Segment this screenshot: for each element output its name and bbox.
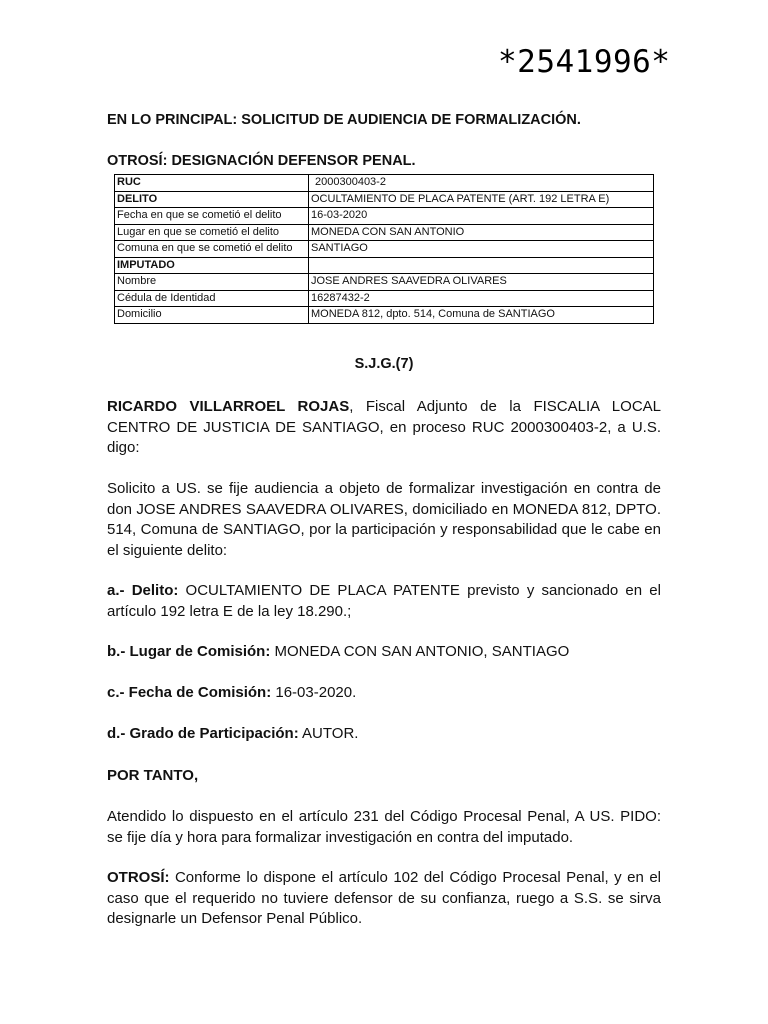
prosecutor-name: RICARDO VILLARROEL ROJAS: [107, 398, 350, 415]
item-delito: [107, 581, 661, 622]
lugar-label: Lugar en que se cometió el delito: [115, 224, 309, 241]
fecha-label: Fecha en que se cometió el delito: [115, 208, 309, 225]
cedula-value: 16287432-2: [309, 290, 654, 307]
table-row: [115, 224, 654, 241]
comuna-value: SANTIAGO: [309, 241, 654, 258]
table-row: [115, 191, 654, 208]
court-name: S.J.G.(7): [354, 356, 414, 372]
item-fecha: [107, 683, 661, 704]
item-b-label: b.- Lugar de Comisión:: [107, 643, 271, 660]
fecha-value: 16-03-2020: [309, 208, 654, 225]
nombre-value: JOSE ANDRES SAAVEDRA OLIVARES: [309, 274, 654, 291]
lugar-value: MONEDA CON SAN ANTONIO: [309, 224, 654, 241]
por-tanto: POR TANTO,: [107, 767, 199, 784]
item-a-text: OCULTAMIENTO DE PLACA PATENTE previsto y sancionado en el artículo 192 letra E de la ley 18.290.;: [107, 582, 661, 620]
cedula-label: Cédula de Identidad: [115, 290, 309, 307]
table-row: [115, 274, 654, 291]
table-row: [115, 175, 654, 192]
request-paragraph: Solicito a US. se fije audiencia a objeto de formalizar investigación en contra de don JOSE ANDRES SAAVEDRA OLIVARES, domiciliado en MONEDA 812, DPTO. 514, Comuna de SANTIAGO, por la participación y responsabilidad que le cabe en el siguiente delito:: [107, 480, 661, 559]
case-table: [114, 174, 654, 324]
otrosi-paragraph: [107, 868, 661, 930]
document-number: *2541996*: [498, 44, 671, 80]
item-lugar: [107, 642, 661, 663]
table-row: [115, 290, 654, 307]
ruc-label: RUC: [115, 175, 309, 192]
comuna-label: Comuna en que se cometió el delito: [115, 241, 309, 258]
delito-value: OCULTAMIENTO DE PLACA PATENTE (ART. 192 LETRA E): [309, 191, 654, 208]
item-d-label: d.- Grado de Participación:: [107, 725, 299, 742]
table-row: [115, 208, 654, 225]
intro-paragraph: [107, 397, 661, 459]
table-row: [115, 241, 654, 258]
otrosi-text: Conforme lo dispone el artículo 102 del Código Procesal Penal, y en el caso que el requerido no tuviere defensor de su confianza, ruego a S.S. se sirva designarle un Defensor Penal Público.: [107, 869, 661, 927]
nombre-label: Nombre: [115, 274, 309, 291]
imputado-value: [309, 257, 654, 274]
item-grado: [107, 724, 661, 745]
item-c-text: 16-03-2020.: [271, 684, 357, 701]
domicilio-value: MONEDA 812, dpto. 514, Comuna de SANTIAGO: [309, 307, 654, 324]
ruc-value: 2000300403-2: [309, 175, 654, 192]
item-b-text: MONEDA CON SAN ANTONIO, SANTIAGO: [270, 643, 570, 660]
domicilio-label: Domicilio: [115, 307, 309, 324]
heading-otrosi: OTROSÍ: DESIGNACIÓN DEFENSOR PENAL.: [107, 153, 416, 169]
delito-label: DELITO: [115, 191, 309, 208]
item-d-text: AUTOR.: [298, 725, 359, 742]
item-c-label: c.- Fecha de Comisión:: [107, 684, 272, 701]
otrosi-label: OTROSÍ:: [107, 869, 170, 886]
petition-paragraph: Atendido lo dispuesto en el artículo 231 del Código Procesal Penal, A US. PIDO: se fije día y hora para formalizar investigación en contra del imputado.: [107, 808, 661, 846]
table-row: [115, 307, 654, 324]
imputado-label: IMPUTADO: [115, 257, 309, 274]
intro-text: , Fiscal Adjunto de la FISCALIA LOCAL CENTRO DE JUSTICIA DE SANTIAGO, en proceso RUC 2000300403-2, a U.S. digo:: [107, 398, 661, 456]
item-a-label: a.- Delito:: [107, 582, 179, 599]
table-row: [115, 257, 654, 274]
heading-principal: EN LO PRINCIPAL: SOLICITUD DE AUDIENCIA DE FORMALIZACIÓN.: [107, 112, 581, 128]
